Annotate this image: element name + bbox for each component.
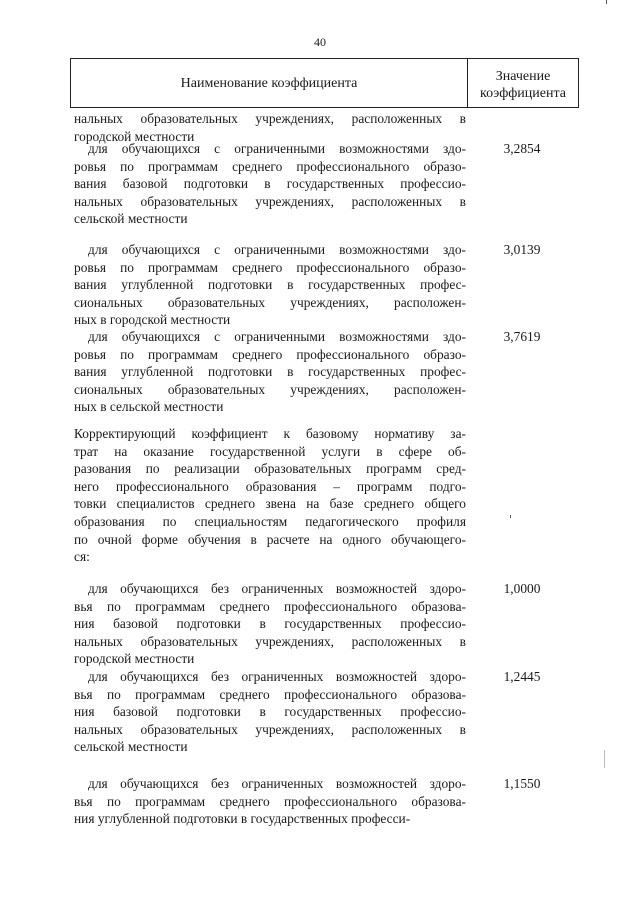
- coefficient-value: 1,0000: [503, 581, 541, 596]
- coefficient-description-line: ния базовой подготовки в государственных профессио-: [74, 704, 466, 720]
- coefficient-value: 1,2445: [503, 669, 541, 684]
- coefficient-description-line: городской местности: [74, 651, 195, 667]
- coefficient-description-line: городской местности: [74, 128, 195, 144]
- coefficient-description-line: для обучающихся без ограниченных возможностей здоро-: [88, 669, 466, 684]
- coefficient-description-line: нальных образовательных учреждениях, расположенных в: [74, 633, 466, 649]
- coefficient-description-line: ровья по программам среднего профессионального образо-: [74, 346, 466, 362]
- coefficient-description-line: для обучающихся без ограниченных возможностей здоро-: [88, 581, 466, 596]
- header-coefficient-name: Наименование коэффициента: [180, 76, 358, 91]
- section-heading-line: Корректирующий коэффициент к базовому нормативу за-: [74, 426, 466, 441]
- section-heading-line: образования по специальностям педагогического профиля: [74, 514, 466, 529]
- coefficient-description-line: сиональных образовательных учреждениях, расположен-: [74, 381, 466, 397]
- coefficient-description-line: ровья по программам среднего профессионального образо-: [74, 158, 466, 174]
- header-bottom-rule: [70, 107, 579, 108]
- scan-mark: [606, 0, 607, 4]
- page-number: 40: [314, 35, 326, 49]
- header-value-line-1: Значение: [495, 69, 551, 84]
- coefficient-description-line: ния углубленной подготовки в государственных професси-: [74, 811, 411, 827]
- section-heading-line: по очной форме обучения в расчете на одного обучающего-: [74, 531, 466, 547]
- coefficient-value: 3,7619: [503, 329, 541, 344]
- section-heading-line: ся:: [74, 549, 90, 565]
- coefficient-value: 1,1550: [503, 776, 541, 791]
- coefficient-description-line: ровья по программам среднего профессионального образо-: [74, 259, 466, 275]
- section-heading-line: товки специалистов среднего звена на базе среднего общего: [74, 496, 466, 512]
- coefficient-description-line: для обучающихся без ограниченных возможностей здоро-: [88, 776, 466, 791]
- coefficient-description-line: нальных образовательных учреждениях, расположенных в: [74, 721, 466, 737]
- coefficient-description-line: сельской местности: [74, 739, 188, 755]
- section-heading-line: него профессионального образования – программ подго-: [74, 478, 466, 494]
- header-coefficient-value: [468, 68, 578, 102]
- coefficient-description-line: ных в сельской местности: [74, 399, 224, 415]
- header-value-line-2: коэффициента: [480, 86, 566, 101]
- coefficient-description-line: вья по программам среднего профессионального образова-: [74, 686, 466, 702]
- coefficient-description-line: вания углубленной подготовки в государственных профес-: [74, 364, 466, 380]
- coefficient-value: 3,0139: [503, 242, 541, 257]
- coefficient-description-line: для обучающихся с ограниченными возможностями здо-: [88, 242, 466, 257]
- coefficient-description-line: вья по программам среднего профессионального образова-: [74, 793, 466, 809]
- coefficient-value: 3,2854: [503, 141, 541, 156]
- coefficient-description-line: для обучающихся с ограниченными возможностями здо-: [88, 141, 466, 156]
- coefficient-description-line: сиональных образовательных учреждениях, расположен-: [74, 294, 466, 310]
- coefficient-description-line: ных в городской местности: [74, 312, 231, 328]
- section-heading-line: разования по реализации образовательных программ сред-: [74, 461, 466, 477]
- section-heading-line: трат на оказание государственной услуги в сфере об-: [74, 443, 466, 459]
- coefficient-description-line: для обучающихся с ограниченными возможностями здо-: [88, 329, 466, 344]
- coefficient-description-line: сельской местности: [74, 211, 188, 227]
- coefficient-description-line: ния базовой подготовки в государственных профессио-: [74, 616, 466, 632]
- coefficient-description-line: нальных образовательных учреждениях, расположенных в: [74, 111, 466, 126]
- coefficient-description-line: вья по программам среднего профессионального образова-: [74, 598, 466, 614]
- coefficient-description-line: нальных образовательных учреждениях, расположенных в: [74, 193, 466, 209]
- coefficient-description-line: вания углубленной подготовки в государственных профес-: [74, 277, 466, 293]
- scan-mark: [604, 750, 605, 768]
- coefficient-description-line: вания базовой подготовки в государственных профессио-: [74, 176, 466, 192]
- scan-mark: [510, 515, 511, 518]
- table-header: [70, 58, 579, 108]
